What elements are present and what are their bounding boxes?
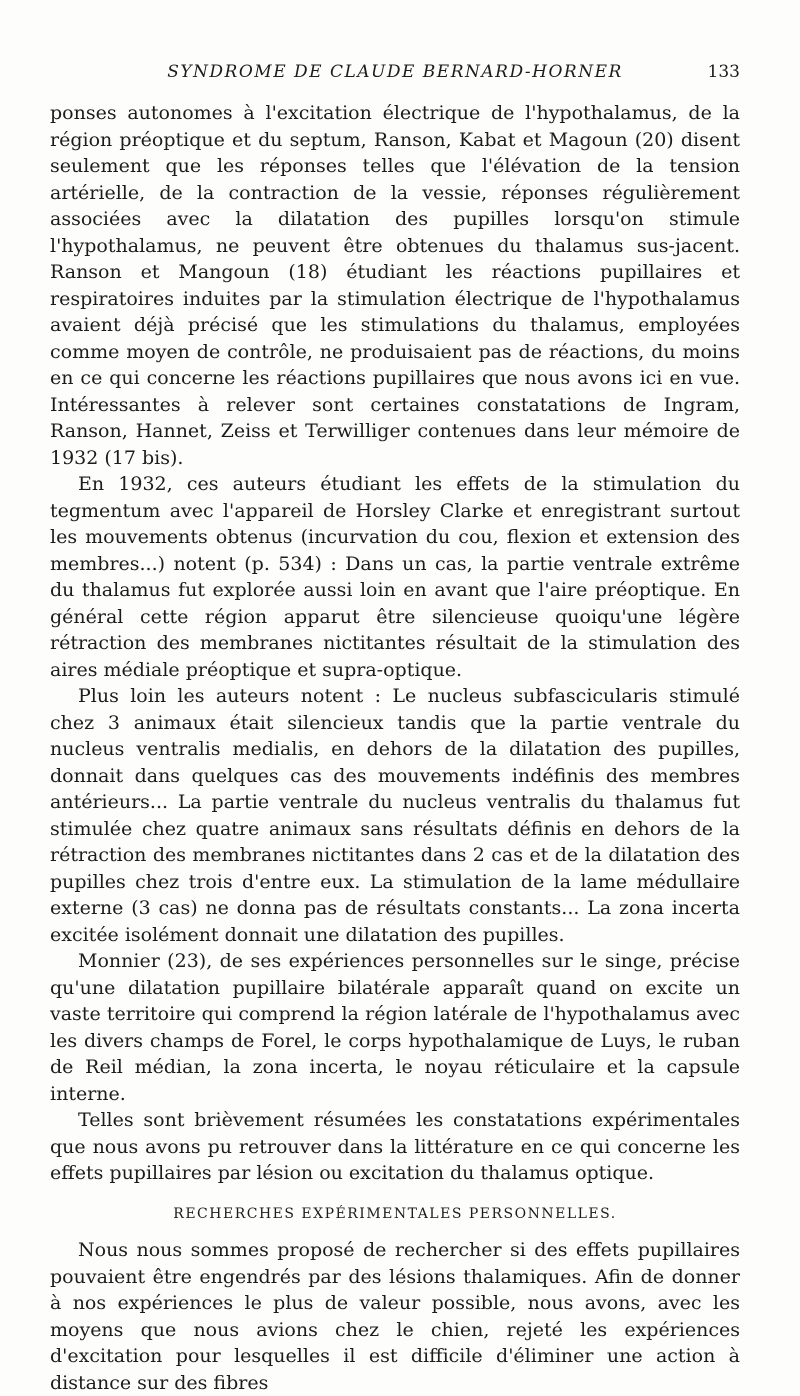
paragraph-1: ponses autonomes à l'excitation électrique de l'hypothalamus, de la région préoptique et du septum, Ranson, Kabat et Magoun (20) disent seulement que les réponses telles que l'élévation de la tension artérielle, de la contraction de la vessie, réponses régulièrement associées avec la dilatation des pupilles lorsqu'on stimule l'hypothalamus, ne peuvent être obtenues du thalamus sus-jacent. Ranson et Mangoun (18) étudiant les réactions pupillaires et respiratoires induites par la stimulation électrique de l'hypothalamus avaient déjà précisé que les stimulations du thalamus, employées comme moyen de contrôle, ne produisaient pas de réactions, du moins en ce qui concerne les réactions pupillaires que nous avons ici en vue. Intéressantes à relever sont certaines constatations de Ingram, Ranson, Hannet, Zeiss et Terwilliger contenues dans leur mémoire de 1932 (17 bis). — [50, 102, 740, 469]
paragraph-3: Plus loin les auteurs notent : Le nucleus subfascicularis stimulé chez 3 animaux était silencieux tandis que la partie ventrale du nucleus ventralis medialis, en dehors de la dilatation des pupilles, donnait dans quelques cas des mouvements indéfinis des membres antérieurs... La partie ventrale du nucleus ventralis du thalamus fut stimulée chez quatre animaux sans résultats définis en dehors de la rétraction des membranes nictitantes dans 2 cas et de la dilatation des pupilles chez trois d'entre eux. La stimulation de la lame médullaire externe (3 cas) ne donna pas de résultats constants... La zona incerta excitée isolément donnait une dilatation des pupilles. — [50, 685, 740, 946]
section-heading: RECHERCHES EXPÉRIMENTALES PERSONNELLES. — [173, 1205, 617, 1222]
paragraph-4: Monnier (23), de ses expériences personnelles sur le singe, précise qu'une dilatation pupillaire bilatérale apparaît quand on excite un vaste territoire qui comprend la région latérale de l'hypothalamus avec les divers champs de Forel, le corps hypothalamique de Luys, le ruban de Reil médian, la zona incerta, le noyau réticulaire et la capsule interne. — [50, 950, 740, 1105]
running-title: SYNDROME DE CLAUDE BERNARD-HORNER — [167, 62, 623, 82]
section-paragraph: Nous nous sommes proposé de rechercher si des effets pupillaires pouvaient être engendrés par des lésions thalamiques. Afin de donner à nos expériences le plus de valeur possible, nous avons, avec les moyens que nous avions chez le chien, rejeté les expériences d'excitation pour lesquelles il est difficile d'éliminer une action à distance sur des fibres — [50, 1239, 740, 1394]
body-text — [50, 100, 740, 1396]
page-number: 133 — [707, 62, 740, 82]
page-header — [50, 62, 740, 90]
paragraph-2: En 1932, ces auteurs étudiant les effets de la stimulation du tegmentum avec l'appareil de Horsley Clarke et enregistrant surtout les mouvements obtenus (incurvation du cou, flexion et extension des membres...) notent (p. 534) : Dans un cas, la partie ventrale extrême du thalamus fut explorée aussi loin en avant que l'aire préoptique. En général cette région apparut être silencieuse quoiqu'une légère rétraction des membranes nictitantes résultait de la stimulation des aires médiale préoptique et supra-optique. — [50, 473, 740, 681]
paragraph-5: Telles sont brièvement résumées les constatations expérimentales que nous avons pu retrouver dans la littérature en ce qui concerne les effets pupillaires par lésion ou excitation du thalamus optique. — [50, 1109, 740, 1184]
